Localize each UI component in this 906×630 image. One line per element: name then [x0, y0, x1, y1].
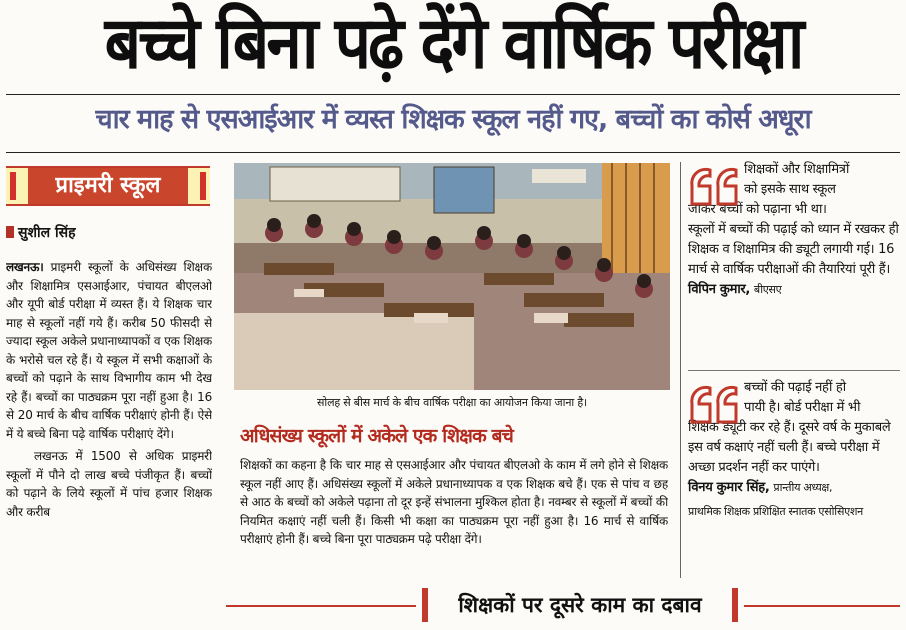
quote-mark-icon	[688, 380, 742, 424]
column-divider	[680, 162, 681, 578]
quote-2-line-1: बच्चों की पढ़ाई नहीं हो	[744, 380, 846, 395]
classroom-photo-illustration	[234, 163, 670, 390]
article-paragraph-2: लखनऊ में 1500 से अधिक प्राइमरी स्कूलों में पौने दो लाख बच्चे पंजीकृत हैं। बच्चों को पढ़ाने के लिये स्कूलों में पांच हजार शिक्षक और करीब	[6, 449, 212, 519]
quote-2-rest: शिक्षक ड्यूटी कर रहे हैं। दूसरे वर्ष के मुकाबले इस वर्ष कक्षाएं नहीं चली हैं। बच्चे परीक्षा में अच्छा प्रदर्शन नहीं कर पाएंगे।	[688, 420, 891, 475]
article-paragraph-1	[6, 258, 212, 443]
tag-right-bar	[200, 172, 206, 200]
quote-1-role: बीएसए	[753, 283, 782, 296]
quote-1-rest: स्कूलों में बच्चों की पढ़ाई को ध्यान में रखकर ही शिक्षक व शिक्षामित्र की ड्यूटी लगायी गई। 16 मार्च से वार्षिक परीक्षाओं की तैयारियां पूरी हैं।	[688, 222, 899, 277]
headline-rule	[6, 94, 900, 95]
section-tag	[6, 166, 210, 206]
article-middle-body	[240, 456, 668, 582]
subheadline-rule	[6, 152, 900, 153]
article-column-1	[6, 258, 212, 630]
quote-bsa	[688, 160, 900, 300]
dateline: लखनऊ।	[6, 260, 44, 274]
banner-line-right	[744, 605, 900, 607]
quote-2-line-2: पायी है। बोर्ड परीक्षा में भी	[744, 400, 861, 415]
byline-author: सुशील सिंह	[18, 225, 76, 241]
quote-2-attribution-line	[688, 478, 900, 498]
quote-mark-icon	[688, 162, 742, 206]
classroom-photo	[234, 163, 670, 390]
middle-paragraph: शिक्षकों का कहना है कि चार माह से एसआईआर और पंचायत बीएलओ के काम में लगे होने से शिक्षक स्कूल नहीं आए हैं। अधिसंख्य स्कूलों में अकेले प्रधानाध्यापक व एक शिक्षक बचे हैं। एक से पांच व छह से आठ के बच्चों को अकेले पढ़ाना तो दूर इन्हें संभालना मुश्किल होता है। नवम्बर से स्कूलों में बच्चों की नियमित कक्षाएं नहीं चली हैं। किसी भी कक्षा का पाठ्यक्रम पूरा नहीं हुआ है। 16 मार्च से वार्षिक परीक्षाएं होनी हैं। बच्चे बिना पूरा पाठ्यक्रम पढ़े परीक्षा देंगे।	[240, 458, 668, 546]
subheadline: चार माह से एसआईआर में व्यस्त शिक्षक स्कूल नहीं गए, बच्चों का कोर्स अधूरा	[95, 104, 811, 135]
quote-1-line-3: जाकर बच्चों को पढ़ाना भी था।	[688, 202, 827, 217]
quote-association	[688, 378, 900, 522]
banner-bar-left	[422, 588, 428, 622]
quote-1-body	[688, 220, 900, 300]
quote-2-attribution: विनय कुमार सिंह,	[688, 480, 770, 495]
photo-caption: सोलह से बीस मार्च के बीच वार्षिक परीक्षा का आयोजन किया जाना है।	[316, 396, 587, 409]
tag-left-bar	[10, 172, 16, 200]
quote-1-line-2: को इसके साथ स्कूल	[744, 182, 836, 197]
section-tag-label: प्राइमरी स्कूल	[28, 168, 188, 204]
paragraph-1-text: प्राइमरी स्कूलों के अधिसंख्य शिक्षक और शिक्षामित्र एसआईआर, पंचायत बीएलओ और यूपी बोर्ड परीक्षा में व्यस्त हैं। ये शिक्षक चार माह से स्कूलों नहीं गये हैं। करीब 50 फीसदी से ज्यादा स्कूल अकेले प्रधानाध्यापकों व एक शिक्षक के भरोसे चल रहे हैं। ये स्कूल में सभी कक्षाओं के बच्चों को पढ़ाने के साथ विभागीय काम भी देख रहे हैं। बच्चों का पाठ्यक्रम पूरा नहीं हुआ है। 16 से 20 मार्च के बीच वार्षिक परीक्षाएं होनी हैं। ऐसे में ये बच्चे बिना पढ़े वार्षिक परीक्षाएं देंगे।	[6, 260, 212, 441]
quote-2-org: प्राथमिक शिक्षक प्रशिक्षित स्नातक एसोसिएशन	[688, 505, 863, 518]
quote-1-line-1: शिक्षकों और शिक्षामित्रों	[744, 162, 850, 177]
bottom-banner: शिक्षकों पर दूसरे काम का दबाव	[458, 593, 702, 617]
banner-bar-right	[732, 588, 738, 622]
quote-2-role: प्रान्तीय अध्यक्ष,	[773, 481, 833, 494]
headline: बच्चे बिना पढ़े देंगे वार्षिक परीक्षा	[104, 2, 802, 86]
quote-1-attribution: विपिन कुमार,	[688, 282, 751, 297]
byline	[6, 224, 206, 242]
banner-line-left	[226, 605, 416, 607]
section-heading: अधिसंख्य स्कूलों में अकेले एक शिक्षक बचे	[240, 425, 513, 447]
byline-square-icon	[6, 226, 14, 238]
quote-separator	[688, 370, 900, 371]
